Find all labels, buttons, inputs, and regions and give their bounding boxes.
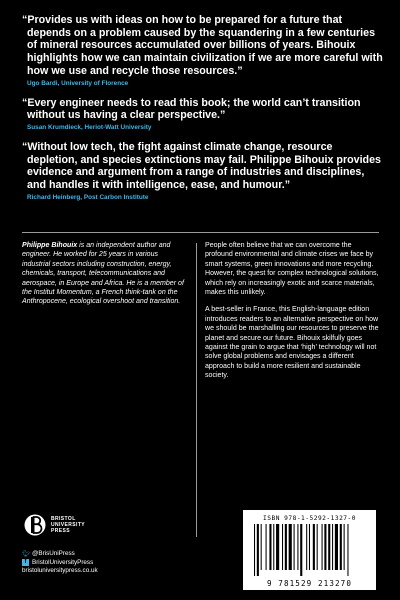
- quote-block: [22, 14, 384, 88]
- quote-text: “Without low tech, the fight against climate change, resource depletion, and species extinctions may fail. Philippe Bihouix provides evidence and argument from a range of industries and disciplines, and handles it with intelligence, ease, and humour.”: [22, 140, 381, 192]
- barcode-bar: [306, 524, 307, 570]
- quote-text: “Every engineer needs to read this book; the world can’t transition without us having a clear perspective.”: [22, 96, 361, 122]
- barcode-bar: [254, 524, 255, 576]
- endorsement-quotes: [22, 14, 384, 211]
- barcode-bar: [332, 524, 333, 570]
- barcode-bar: [266, 524, 267, 570]
- barcode-bar: [276, 524, 279, 570]
- description-paragraph: People often believe that we can overcome the profound environmental and climate crises we face by smart systems, green innovations and more recycling. However, the quest for complex technological solutions, which rely on increasingly exotic and scarce materials, makes this unlikely.: [205, 242, 379, 297]
- barcode-bar: [285, 524, 287, 570]
- barcode-bar: [322, 524, 323, 570]
- quote-text: “Provides us with ideas on how to be prepared for a future that depends on a problem caused by the squandering in a few centuries of mineral resources accumulated over billions of years. Bihouix highlights how we can maintain civilization if we are more careful with how we use and recycle those resources.”: [22, 14, 383, 77]
- barcode-bar: [324, 524, 326, 570]
- barcode-icon: [252, 524, 367, 576]
- barcode-bar: [335, 524, 338, 570]
- barcode-bar: [313, 524, 315, 570]
- vertical-divider: [196, 243, 197, 537]
- twitter-icon: 🐦︎: [22, 550, 31, 558]
- twitter-handle: @BrisUniPress: [32, 550, 75, 557]
- quote-attribution: Richard Heinberg, Post Carbon Institute: [27, 193, 149, 201]
- barcode-bar: [344, 524, 345, 570]
- barcode-bar: [257, 524, 259, 576]
- book-description: [205, 241, 381, 389]
- barcode-bar: [347, 524, 348, 576]
- barcode-bar: [269, 524, 271, 570]
- author-bio-text: is an independent author and engineer. He worked for 25 years in various industrial sectors including construction, energy, chemicals, transport, telecommunications and aerospace, in Europe and Africa. He is a member of the Institut Momentum, a French think-tank on the Anthropocene, ecological overshoot and transition.: [22, 242, 184, 306]
- facebook-row: [22, 559, 98, 568]
- barcode-bar: [261, 524, 262, 570]
- publisher-name-line: UNIVERSITY: [51, 522, 86, 529]
- horizontal-divider: [22, 232, 379, 233]
- quote-attribution: Ugo Bardi, University of Florence: [27, 79, 129, 87]
- barcode-bar: [273, 524, 274, 570]
- barcode-bar: [340, 524, 342, 570]
- barcode-bar: [300, 524, 302, 576]
- barcode-bar: [289, 524, 292, 570]
- publisher-name: [51, 516, 85, 535]
- website-url: bristoluniversitypress.co.uk: [22, 567, 98, 575]
- website-row: [22, 567, 98, 576]
- bristol-logo-icon: [24, 510, 46, 540]
- publisher-name-line: PRESS: [51, 528, 70, 535]
- publisher-name-line: BRISTOL: [51, 516, 76, 522]
- author-bio: [22, 241, 187, 307]
- facebook-icon: f: [22, 559, 29, 566]
- description-paragraph: A best-seller in France, this English-language edition introduces readers to an alternative perspective on how we should be marshalling our resources to preserve the planet and secure our future. Bihouix skilfully goes against the grain to argue that ‘high’ technology will not solve global problems and envisages a different approach to build a more resilient and sustainable society.: [205, 306, 379, 380]
- author-name: Philippe Bihouix: [22, 242, 78, 249]
- publisher-logo: [24, 510, 94, 542]
- twitter-row: [22, 550, 98, 559]
- quote-attribution: Susan Krumdieck, Heriot-Watt University: [27, 123, 152, 131]
- isbn-label: ISBN 978-1-5292-1327-0: [263, 515, 356, 522]
- facebook-handle: BristolUniversityPress: [32, 558, 94, 566]
- barcode-bar: [309, 524, 310, 570]
- quote-block: [22, 141, 384, 202]
- barcode-bar: [317, 524, 318, 570]
- isbn-barcode: [243, 510, 376, 590]
- barcode-bar: [282, 524, 283, 570]
- barcode-bar: [294, 524, 295, 570]
- quote-block: [22, 97, 384, 132]
- barcode-bar: [297, 524, 298, 570]
- barcode-bar: [328, 524, 330, 570]
- publisher-contacts: [22, 550, 98, 576]
- isbn-digits: 9 781529 213270: [266, 579, 353, 588]
